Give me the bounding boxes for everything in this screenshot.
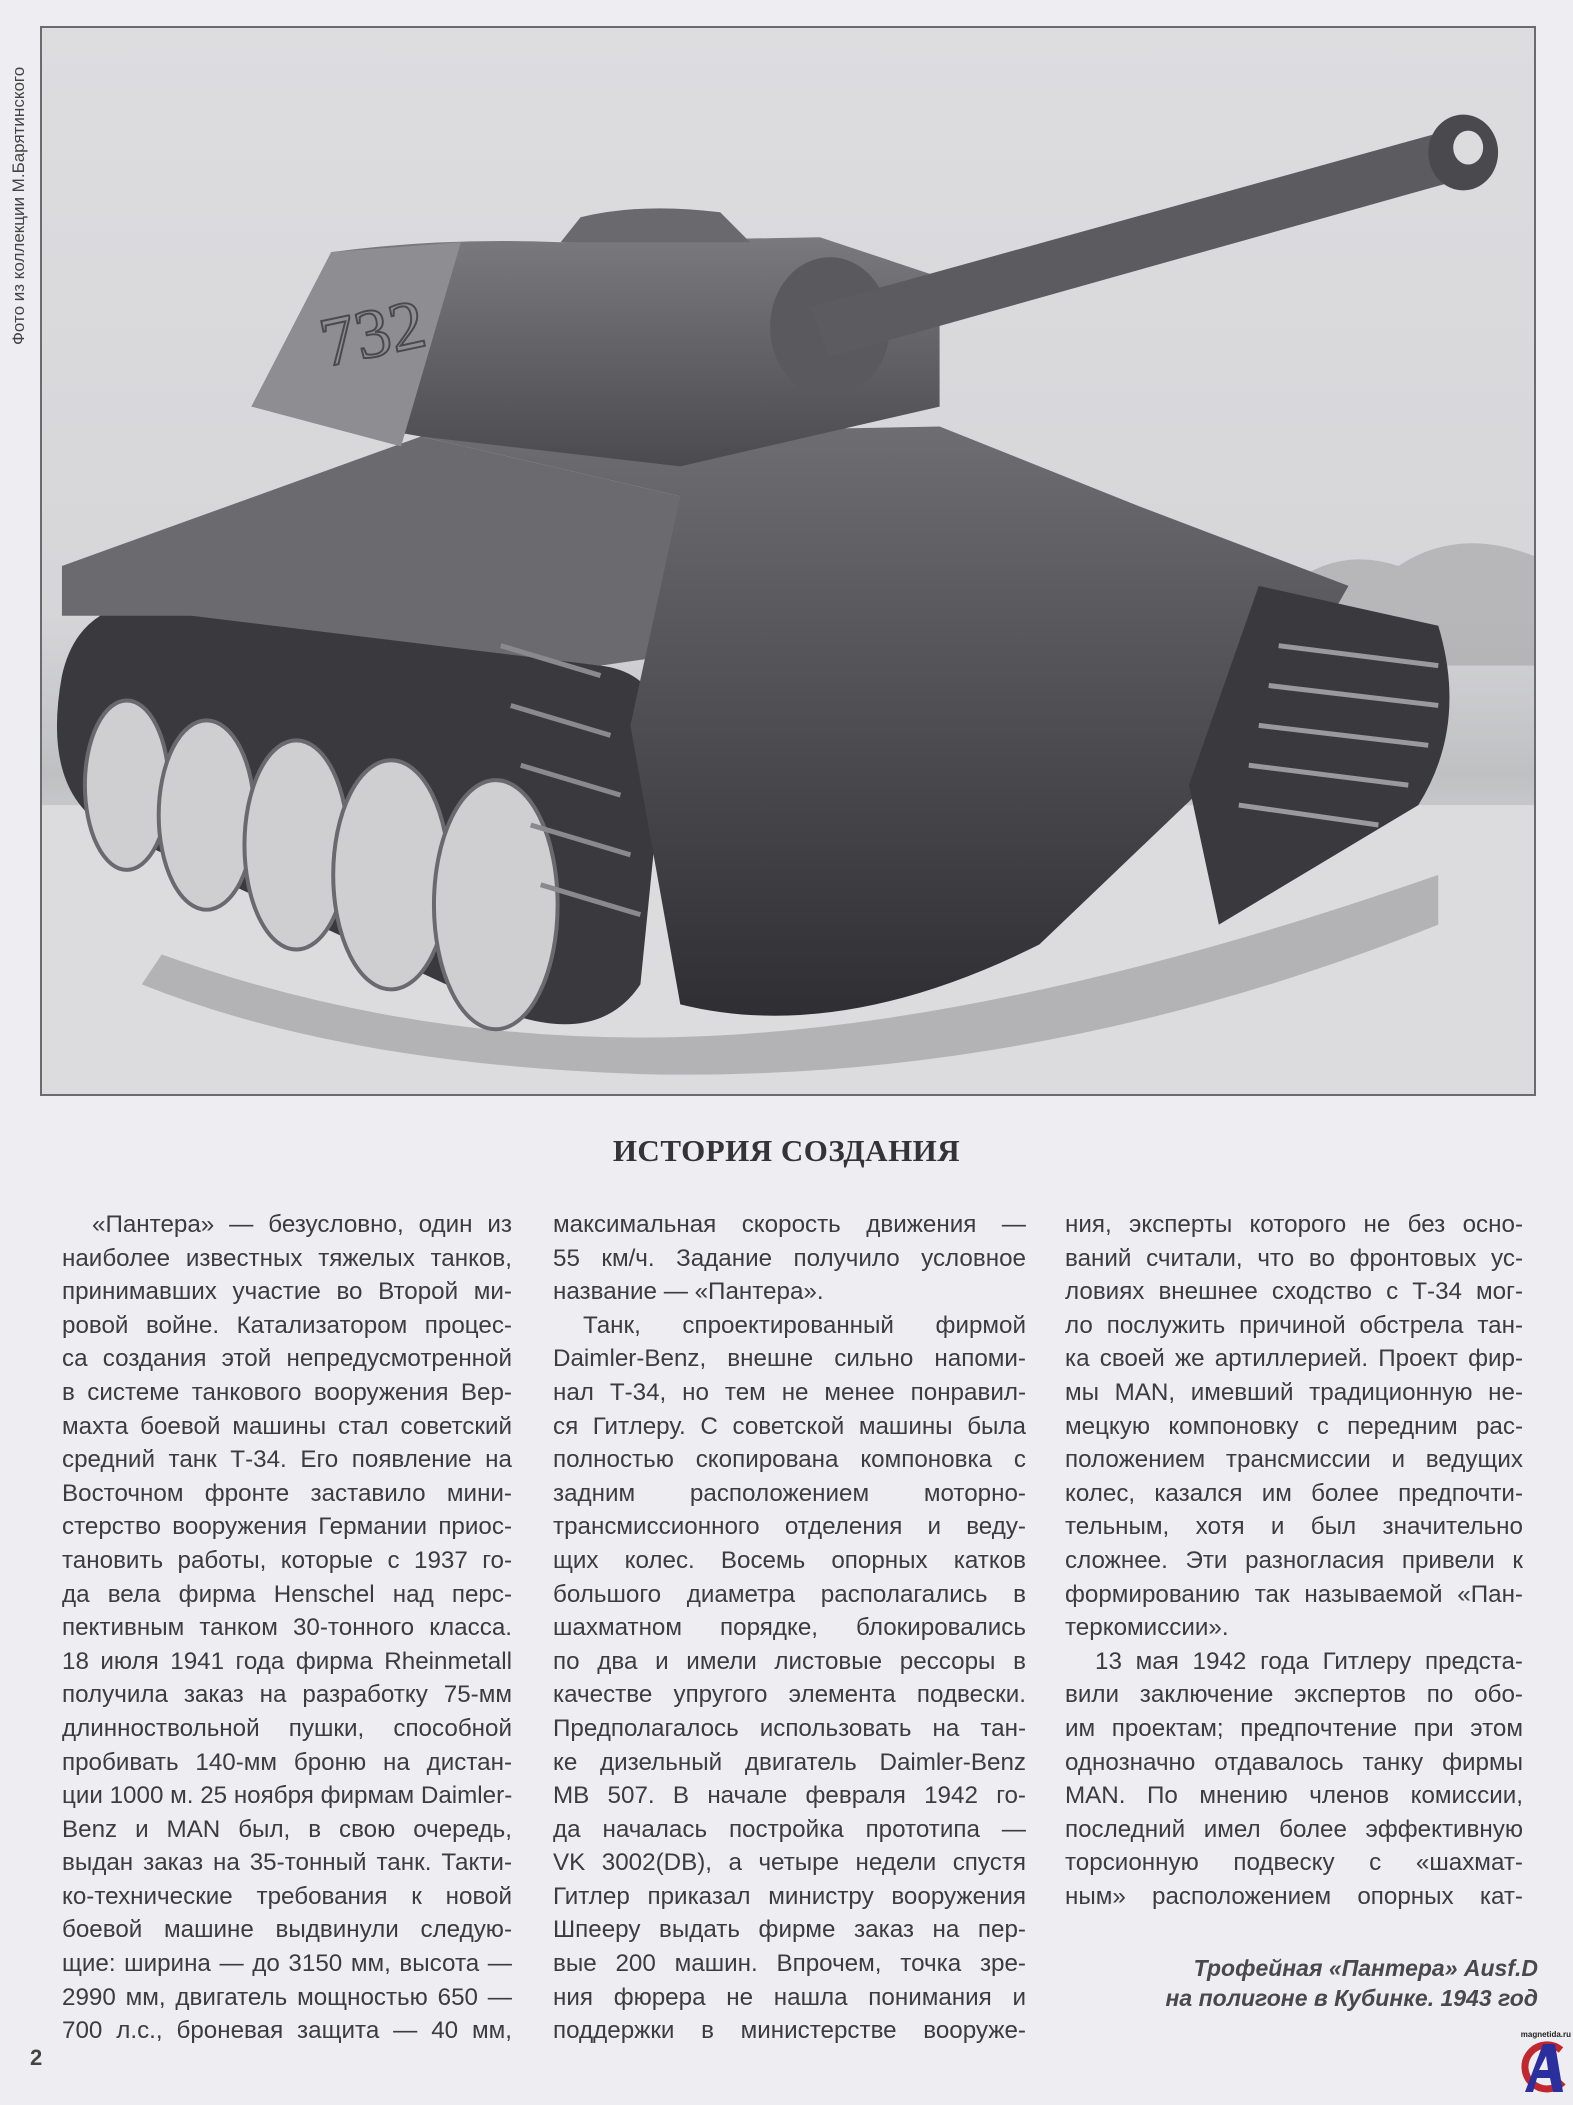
text-line: качестве упругого элемента подвески.	[553, 1681, 1026, 1709]
text-line: по два и имели листовые рессоры в	[553, 1647, 1026, 1675]
text-line: наиболее известных тяжелых танков,	[62, 1244, 512, 1272]
text-line: Benz и MAN был, в свою очередь,	[62, 1815, 512, 1843]
page-number: 2	[30, 2045, 43, 2070]
text-line: да вела фирма Henschel над перс-	[62, 1580, 512, 1608]
photo-credit: Фото из коллекции М.Барятинского	[9, 66, 28, 345]
photo-caption	[1166, 1953, 1538, 2013]
text-line: са создания этой непредусмотренной	[62, 1345, 512, 1373]
text-line: «Пантера» — безусловно, один из	[92, 1211, 512, 1238]
text-line: тановить работы, которые с 1937 го-	[62, 1546, 512, 1574]
text-line: трансмиссионного отделения и веду-	[553, 1513, 1026, 1541]
text-line: ваний считали, что во фронтовых ус-	[1065, 1244, 1523, 1272]
text-line: ровой войне. Катализатором процес-	[62, 1311, 512, 1339]
text-line: щие: ширина — до 3150 мм, высота —	[62, 1950, 512, 1978]
text-line: пробивать 140-мм броню на дистан-	[62, 1748, 512, 1776]
text-line: вили заключение экспертов по обо-	[1065, 1681, 1523, 1709]
text-line: торсионную подвеску с «шахмат-	[1065, 1849, 1523, 1877]
text-line: большого диаметра располагались в	[553, 1580, 1026, 1608]
text-line: выдан заказ на 35-тонный танк. Такти-	[62, 1849, 512, 1877]
text-line: ния фюрера не нашла понимания и	[553, 1983, 1026, 2011]
text-line: им проектам; предпочтение при этом	[1065, 1714, 1523, 1742]
text-line: формированию так называемой «Пан-	[1065, 1580, 1523, 1608]
caption-line-2: на полигоне в Кубинке. 1943 год	[1165, 1985, 1538, 2011]
text-line: средний танк Т-34. Его появление на	[62, 1446, 512, 1474]
text-line: MAN. По мнению членов комиссии,	[1065, 1782, 1523, 1810]
text-line: 13 мая 1942 года Гитлеру предста-	[1095, 1647, 1523, 1675]
text-line: тельным, хотя и был значительно	[1065, 1513, 1523, 1541]
text-line: ло послужить причиной обстрела тан-	[1065, 1311, 1523, 1339]
section-heading: ИСТОРИЯ СОЗДАНИЯ	[612, 1133, 961, 1168]
text-line: мецкую компоновку с передним рас-	[1065, 1412, 1523, 1440]
turret-number: 732	[313, 285, 432, 383]
text-line: ния, эксперты которого не без осно-	[1065, 1211, 1523, 1238]
text-column-1	[62, 1208, 512, 2048]
text-line: Танк, спроектированный фирмой	[583, 1311, 1026, 1339]
text-line: боевой машине выдвинули следую-	[62, 1916, 512, 1944]
tank-photo	[40, 26, 1536, 1096]
logo-a-icon	[1511, 2030, 1571, 2100]
caption-line-1: Трофейная «Пантера» Ausf.D	[1193, 1955, 1538, 1981]
text-line: принимавших участие во Второй ми-	[62, 1278, 512, 1306]
text-line: да началась постройка прототипа —	[553, 1815, 1026, 1843]
text-column-2	[553, 1208, 1026, 2048]
text-line: ции 1000 м. 25 ноября фирмам Daimler-	[62, 1782, 513, 1810]
text-line: Шпееру выдать фирме заказ на пер-	[553, 1916, 1026, 1944]
text-line: последний имел более эффективную	[1065, 1815, 1523, 1843]
text-line: теркомиссии».	[1065, 1614, 1229, 1642]
text-line: Предполагалось использовать на тан-	[553, 1714, 1026, 1742]
text-line: MB 507. В начале февраля 1942 го-	[553, 1782, 1026, 1810]
text-line: пективным танком 30-тонного класса.	[62, 1614, 512, 1642]
text-line: шахматном порядке, блокировались	[553, 1614, 1026, 1642]
text-line: положением трансмиссии и ведущих	[1065, 1446, 1523, 1474]
text-line: однозначно отдавалось танку фирмы	[1065, 1748, 1523, 1776]
text-line: Daimler-Benz, внешне сильно напоми-	[553, 1345, 1026, 1373]
site-logo	[1511, 2030, 1571, 2100]
text-line: 2990 мм, двигатель мощностью 650 —	[62, 1983, 512, 2011]
text-line: колес, казался им более предпочти-	[1065, 1479, 1523, 1507]
text-line: Гитлер приказал министру вооружения	[553, 1882, 1026, 1910]
text-line: ке дизельный двигатель Daimler-Benz	[553, 1748, 1026, 1776]
text-line: длинноствольной пушки, способной	[62, 1714, 512, 1742]
text-line: ловиях внешнее сходство с Т-34 мог-	[1065, 1278, 1523, 1306]
text-line: сложнее. Эти разногласия привели к	[1065, 1546, 1523, 1574]
text-line: максимальная скорость движения —	[553, 1211, 1026, 1238]
text-line: ка своей же артиллерией. Проект фир-	[1065, 1345, 1523, 1373]
text-line: ным» расположением опорных кат-	[1065, 1882, 1523, 1910]
text-line: полностью скопирована компоновка с	[553, 1446, 1026, 1474]
text-column-3	[1065, 1208, 1523, 1913]
text-line: поддержки в министерстве вооруже-	[553, 2017, 1026, 2045]
text-line: щих колес. Восемь опорных катков	[553, 1546, 1026, 1574]
logo-text: magnetida.ru	[1520, 2030, 1571, 2039]
text-line: махта боевой машины стал советский	[62, 1412, 512, 1440]
text-line: VK 3002(DB), а четыре недели спустя	[553, 1849, 1026, 1877]
text-line: 18 июля 1941 года фирма Rheinmetall	[62, 1647, 512, 1675]
text-line: задним расположением моторно-	[553, 1479, 1026, 1507]
text-line: ко-технические требования к новой	[62, 1882, 512, 1910]
text-line: в системе танкового вооружения Вер-	[62, 1378, 512, 1406]
text-line: 55 км/ч. Задание получило условное	[553, 1244, 1026, 1272]
text-line: Восточном фронте заставило мини-	[62, 1479, 512, 1507]
text-line: 700 л.с., броневая защита — 40 мм,	[62, 2017, 512, 2045]
text-line: получила заказ на разработку 75-мм	[62, 1681, 512, 1709]
text-line: нал Т-34, но тем не менее понравил-	[553, 1378, 1026, 1406]
text-line: вые 200 машин. Впрочем, точка зре-	[553, 1950, 1026, 1978]
tank-illustration	[42, 28, 1534, 1094]
text-line: стерство вооружения Германии приос-	[62, 1513, 512, 1541]
text-line: мы MAN, имевший традиционную не-	[1065, 1378, 1523, 1406]
text-line: название — «Пантера».	[553, 1278, 824, 1306]
text-line: ся Гитлеру. С советской машины была	[553, 1412, 1026, 1440]
